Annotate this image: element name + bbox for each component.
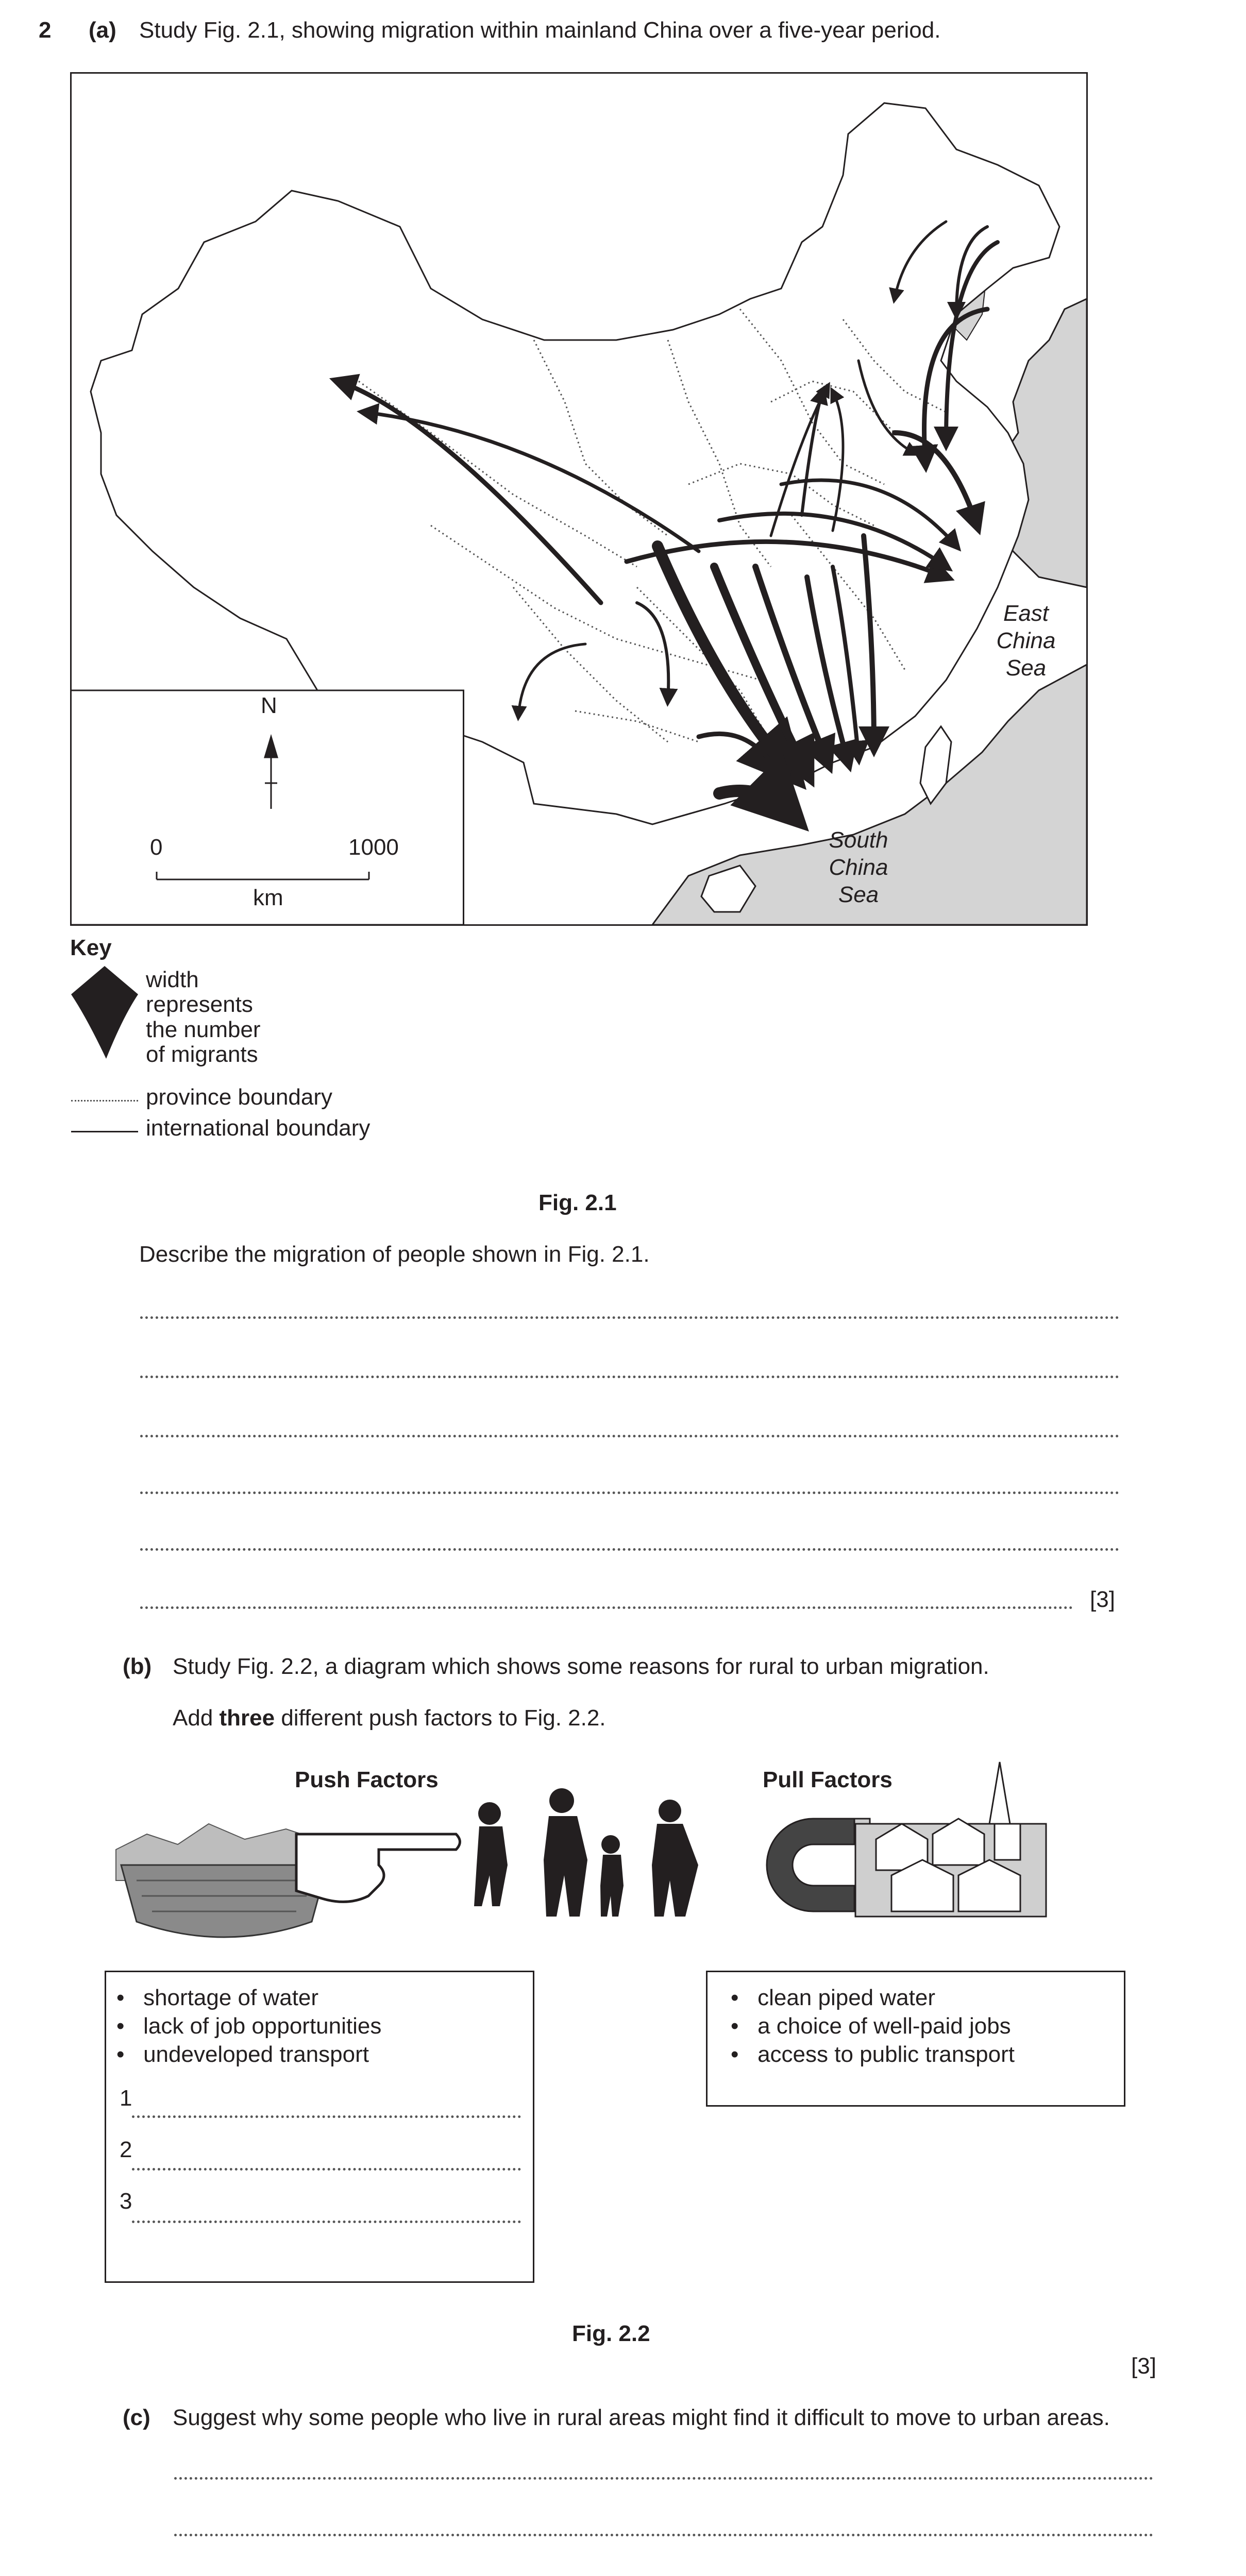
part-a-intro: Study Fig. 2.1, showing migration within mainland China over a five-year period.	[139, 18, 941, 43]
pull-factors-box	[706, 1971, 1125, 2107]
scale-unit: km	[253, 885, 283, 910]
key-province-label: province boundary	[146, 1084, 333, 1110]
part-c-label: (c)	[123, 2405, 150, 2430]
scale-end: 1000	[348, 835, 399, 860]
key-arrow-symbol	[71, 966, 138, 1059]
key-international-line	[71, 1131, 138, 1132]
blank-number-3: 3	[120, 2189, 132, 2214]
part-c-task: Suggest why some people who live in rural areas might find it difficult to move to urban areas.	[173, 2405, 1110, 2430]
part-b-intro: Study Fig. 2.2, a diagram which shows some reasons for rural to urban migration.	[173, 1654, 989, 1679]
blank-number-1: 1	[120, 2086, 132, 2111]
answer-line-a2[interactable]	[140, 1376, 1119, 1378]
part-b-label: (b)	[123, 1654, 152, 1679]
push-factors-box	[105, 1971, 534, 2283]
pull-item-3: • access to public transport	[731, 2042, 1015, 2067]
push-answer-line-3[interactable]	[132, 2221, 521, 2223]
push-item-2: • lack of job opportunities	[116, 2013, 382, 2039]
north-label: N	[261, 693, 277, 718]
town-illustration	[845, 1747, 1051, 1922]
blank-number-2: 2	[120, 2137, 132, 2162]
part-b-marks: [3]	[1131, 2353, 1156, 2379]
answer-line-c1[interactable]	[174, 2477, 1153, 2480]
china-migration-map	[70, 72, 1088, 926]
answer-line-a6[interactable]	[140, 1606, 1073, 1609]
fig-2-1-caption: Fig. 2.1	[538, 1190, 617, 1215]
answer-line-a5[interactable]	[140, 1548, 1119, 1551]
part-a-task: Describe the migration of people shown in Fig. 2.1.	[139, 1242, 650, 1267]
scale-start: 0	[150, 835, 163, 860]
answer-line-a4[interactable]	[140, 1492, 1119, 1494]
key-title: Key	[70, 935, 112, 960]
push-answer-line-2[interactable]	[132, 2168, 521, 2171]
part-a-label: (a)	[89, 18, 116, 43]
answer-line-a1[interactable]	[140, 1316, 1119, 1319]
key-province-line	[71, 1100, 138, 1101]
migrating-family-icon	[459, 1788, 716, 1922]
pull-item-2: • a choice of well-paid jobs	[731, 2013, 1011, 2039]
south-china-sea-label: South China Sea	[829, 827, 888, 907]
part-a-marks: [3]	[1090, 1587, 1115, 1612]
question-number: 2	[39, 18, 52, 43]
push-item-1: • shortage of water	[116, 1985, 319, 2010]
east-china-sea-label: East China Sea	[996, 601, 1056, 681]
push-item-3: • undeveloped transport	[116, 2042, 369, 2067]
pointing-hand-icon	[286, 1808, 461, 1906]
pull-factors-title: Pull Factors	[763, 1767, 893, 1792]
map-svg	[70, 72, 1088, 926]
answer-line-c2[interactable]	[174, 2534, 1153, 2536]
answer-line-a3[interactable]	[140, 1435, 1119, 1437]
part-b-task: Add three different push factors to Fig. 2.2.	[173, 1705, 606, 1731]
key-arrow-desc: width represents the number of migrants	[146, 967, 261, 1067]
push-factors-title: Push Factors	[295, 1767, 439, 1792]
fig-2-2-caption: Fig. 2.2	[572, 2321, 650, 2346]
key-international-label: international boundary	[146, 1115, 371, 1141]
push-answer-line-1[interactable]	[132, 2115, 521, 2118]
pull-item-1: • clean piped water	[731, 1985, 935, 2010]
